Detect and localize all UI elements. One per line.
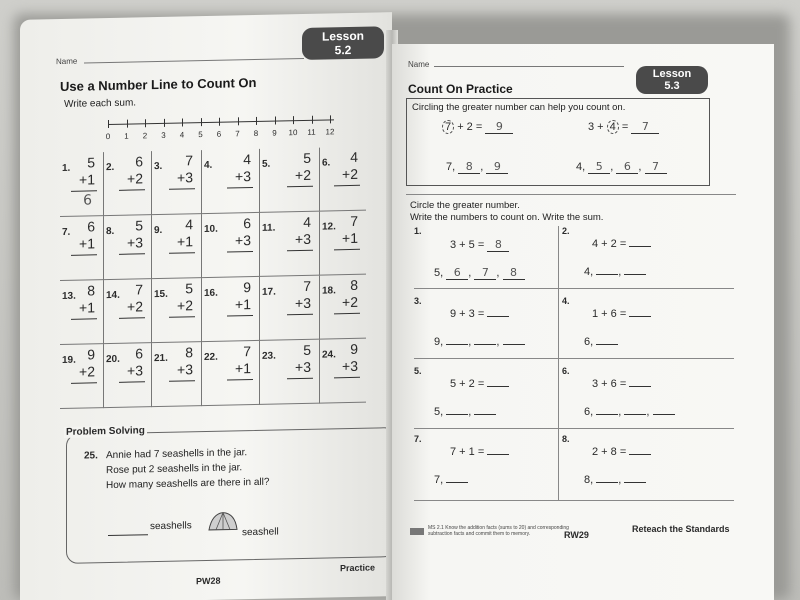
standards-key-icon bbox=[410, 528, 424, 535]
problem-cell bbox=[202, 341, 260, 406]
sequence-start: 7, bbox=[446, 161, 456, 173]
addend-bottom: +3 bbox=[295, 230, 311, 248]
sum-bar bbox=[334, 377, 360, 379]
problem-number: 15. bbox=[154, 288, 168, 301]
sum-bar bbox=[119, 253, 145, 255]
lesson-badge: Lesson 5.2 bbox=[302, 26, 384, 60]
addend-top: 4 bbox=[185, 216, 193, 233]
problem-25-number: 25. bbox=[84, 450, 98, 462]
problem-number: 2. bbox=[106, 161, 115, 174]
problem-number: 19. bbox=[62, 354, 76, 367]
footer-label: Reteach the Standards bbox=[632, 524, 730, 534]
practice-item bbox=[414, 366, 564, 426]
example-1-rest: + 2 = bbox=[457, 121, 483, 133]
number-line-label: 5 bbox=[198, 130, 203, 140]
sum-bar bbox=[169, 252, 195, 254]
number-line-tick bbox=[219, 118, 220, 126]
answer-unit: seashells bbox=[150, 520, 192, 533]
circled-number: 7 bbox=[442, 120, 454, 134]
number-line-tick bbox=[201, 118, 202, 126]
item-equation bbox=[592, 378, 651, 390]
problem-number: 8. bbox=[106, 225, 115, 238]
number-line bbox=[105, 109, 338, 144]
addend-bottom: +1 bbox=[235, 296, 251, 313]
sum-blank[interactable] bbox=[487, 454, 509, 455]
sequence-blank[interactable] bbox=[624, 482, 646, 483]
addend-bottom: +2 bbox=[295, 166, 311, 184]
sum-blank[interactable] bbox=[487, 316, 509, 317]
row-divider bbox=[414, 358, 734, 359]
sum-bar bbox=[71, 318, 97, 320]
practice-item bbox=[414, 296, 564, 356]
problem-number: 24. bbox=[322, 349, 336, 361]
addend-top: 7 bbox=[350, 212, 358, 229]
sequence-blank[interactable]: 6 bbox=[616, 160, 638, 174]
problem-number: 21. bbox=[154, 352, 168, 365]
addend-bottom: +3 bbox=[295, 294, 311, 312]
equation-text: 1 + 6 = bbox=[592, 308, 627, 320]
practice-item bbox=[562, 226, 712, 286]
addend-top: 4 bbox=[243, 151, 251, 168]
problem-25-line2: Rose put 2 seashells in the jar. bbox=[106, 462, 243, 477]
item-number: 2. bbox=[562, 226, 570, 236]
addend-top: 9 bbox=[87, 346, 95, 363]
row-divider bbox=[414, 288, 734, 289]
sequence-blank[interactable] bbox=[446, 482, 468, 483]
sum-bar bbox=[227, 187, 253, 189]
problem-number: 11. bbox=[262, 222, 276, 234]
number-line-tick bbox=[164, 119, 165, 127]
problem-cell bbox=[202, 149, 260, 214]
equation-text: 3 + 5 = bbox=[450, 239, 485, 251]
item-equation bbox=[592, 238, 651, 250]
name-line bbox=[84, 50, 304, 64]
problem-cell bbox=[260, 148, 320, 213]
number-line-label: 1 bbox=[124, 131, 129, 141]
problem-25-line1: Annie had 7 seashells in the jar. bbox=[106, 447, 248, 462]
addend-top: 9 bbox=[243, 279, 251, 296]
problem-cell bbox=[104, 279, 152, 344]
item-sequence: 8, , bbox=[584, 474, 646, 486]
item-sequence bbox=[584, 336, 618, 348]
problem-number: 4. bbox=[204, 159, 213, 172]
number-line-axis bbox=[108, 119, 334, 125]
addend-bottom: +3 bbox=[342, 357, 358, 375]
problem-number: 23. bbox=[262, 350, 276, 362]
column-divider bbox=[558, 226, 559, 500]
item-equation bbox=[450, 308, 509, 320]
sum-bar bbox=[119, 317, 145, 319]
example-2-answer[interactable]: 7 bbox=[631, 120, 659, 134]
sequence-start: 7, bbox=[434, 474, 444, 486]
addend-top: 7 bbox=[243, 343, 251, 360]
problem-cell bbox=[104, 151, 152, 216]
left-page bbox=[20, 12, 392, 600]
item-sequence: 5, , bbox=[434, 406, 496, 418]
problem-solving-title: Problem Solving bbox=[66, 425, 145, 438]
problem-number: 20. bbox=[106, 353, 120, 366]
addend-bottom: +3 bbox=[235, 232, 251, 249]
sequence-blank[interactable]: 7 bbox=[645, 160, 667, 174]
addend-bottom: +1 bbox=[79, 235, 95, 252]
item-number: 3. bbox=[414, 296, 422, 306]
sequence-blank[interactable]: 9 bbox=[486, 160, 508, 174]
number-line-tick bbox=[275, 117, 276, 125]
name-label: Name bbox=[56, 56, 78, 67]
number-line-label: 6 bbox=[216, 129, 222, 139]
addend-top: 5 bbox=[303, 341, 311, 358]
sequence-start: 5, bbox=[434, 406, 444, 418]
seashell-icon bbox=[206, 509, 240, 534]
sequence-blank[interactable] bbox=[503, 344, 525, 345]
lesson-badge: Lesson 5.3 bbox=[636, 66, 708, 94]
sum-bar bbox=[334, 313, 360, 315]
problem-25-line3: How many seashells are there in all? bbox=[106, 476, 270, 492]
problem-cell bbox=[202, 213, 260, 278]
item-number: 6. bbox=[562, 366, 570, 376]
item-sequence: 5, 6 , 7 , 8 bbox=[434, 266, 525, 280]
right-page bbox=[392, 44, 774, 600]
item-number: 4. bbox=[562, 296, 570, 306]
page-title: Use a Number Line to Count On bbox=[60, 74, 257, 95]
problem-cell bbox=[152, 278, 202, 343]
answer-blank[interactable] bbox=[108, 525, 148, 536]
item-sequence: 6, , , bbox=[584, 406, 675, 418]
problem-cell bbox=[320, 147, 366, 212]
sequence-start: 8, bbox=[584, 474, 594, 486]
equation-text: 5 + 2 = bbox=[450, 378, 485, 390]
sequence-blank[interactable] bbox=[474, 414, 496, 415]
problem-number: 9. bbox=[154, 224, 163, 237]
sequence-blank[interactable] bbox=[596, 482, 618, 483]
addend-top: 6 bbox=[87, 218, 95, 235]
sequence-blank[interactable] bbox=[596, 274, 618, 275]
sequence-blank[interactable]: 8 bbox=[458, 160, 480, 174]
footer-standard: MS 2.1 Know the addition facts (sums to 20) and corresponding subtraction facts and commit them to memory. bbox=[428, 525, 569, 537]
number-line-label: 0 bbox=[105, 132, 111, 142]
footer-label: Practice bbox=[340, 562, 376, 574]
sum-blank[interactable] bbox=[629, 454, 651, 455]
example-2-sequence: 4, 5 , 6 , 7 bbox=[576, 160, 667, 174]
addend-bottom: +2 bbox=[177, 297, 193, 314]
problem-number: 17. bbox=[262, 286, 276, 298]
sum-bar bbox=[119, 381, 145, 383]
number-line-tick bbox=[145, 119, 146, 127]
sequence-blank[interactable] bbox=[446, 414, 468, 415]
addend-top: 7 bbox=[185, 152, 193, 169]
sum-answer[interactable]: 6 bbox=[83, 192, 92, 209]
addend-bottom: +3 bbox=[127, 362, 143, 379]
number-line-tick bbox=[330, 115, 331, 123]
addend-top: 5 bbox=[185, 280, 193, 297]
example-1-answer[interactable]: 9 bbox=[485, 120, 513, 134]
item-equation bbox=[592, 308, 651, 320]
problem-number: 18. bbox=[322, 285, 336, 297]
equation-text: 3 + 6 = bbox=[592, 378, 627, 390]
sequence-blank[interactable] bbox=[446, 344, 468, 345]
sequence-start: 5, bbox=[434, 267, 444, 279]
problem-number: 22. bbox=[204, 351, 218, 364]
sum-blank[interactable] bbox=[629, 246, 651, 247]
addend-top: 8 bbox=[87, 282, 95, 299]
picture-label: seashell bbox=[242, 526, 279, 539]
addend-bottom: +1 bbox=[79, 171, 95, 188]
problem-number: 7. bbox=[62, 226, 71, 239]
number-line-label: 12 bbox=[325, 127, 335, 137]
addend-top: 5 bbox=[135, 217, 143, 234]
sequence-blank[interactable] bbox=[596, 344, 618, 345]
problem-number: 14. bbox=[106, 289, 120, 302]
problem-number: 16. bbox=[204, 287, 218, 300]
name-label: Name bbox=[408, 60, 430, 69]
number-line-tick bbox=[182, 118, 183, 126]
sum-bar bbox=[227, 315, 253, 317]
footer-code: RW29 bbox=[564, 530, 589, 540]
addend-bottom: +3 bbox=[295, 358, 311, 376]
problem-number: 3. bbox=[154, 160, 163, 173]
divider bbox=[406, 194, 736, 195]
sum-bar bbox=[71, 254, 97, 256]
number-line-tick bbox=[127, 120, 128, 128]
example-2-equation bbox=[588, 120, 659, 134]
sequence-blank[interactable] bbox=[474, 344, 496, 345]
sum-bar bbox=[287, 250, 313, 252]
equation-text: 7 + 1 = bbox=[450, 446, 485, 458]
problem-cell bbox=[320, 339, 366, 404]
sequence-start: 4, bbox=[576, 161, 586, 173]
addend-bottom: +2 bbox=[79, 363, 95, 380]
number-line-tick bbox=[293, 116, 294, 124]
sum-bar bbox=[287, 186, 313, 188]
addend-top: 8 bbox=[185, 344, 193, 361]
practice-item bbox=[562, 366, 712, 426]
page-title: Count On Practice bbox=[408, 82, 513, 96]
addend-bottom: +3 bbox=[235, 168, 251, 185]
row-divider bbox=[414, 428, 734, 429]
number-line-label: 2 bbox=[142, 131, 148, 141]
sum-bar bbox=[169, 316, 195, 318]
addend-top: 7 bbox=[135, 281, 143, 298]
addend-bottom: +1 bbox=[342, 229, 358, 247]
sum-bar bbox=[227, 379, 253, 381]
number-line-label: 9 bbox=[272, 128, 277, 138]
circled-number: 4 bbox=[607, 120, 619, 134]
practice-item bbox=[562, 296, 712, 356]
item-number: 1. bbox=[414, 226, 422, 236]
instruction-1: Circle the greater number. bbox=[410, 200, 520, 211]
example-1-sequence: 7, 8 , 9 bbox=[446, 160, 508, 174]
footer-code: PW28 bbox=[196, 575, 221, 587]
problem-cell bbox=[60, 344, 104, 409]
number-line-label: 8 bbox=[253, 128, 259, 138]
row-divider bbox=[414, 500, 734, 501]
problem-number: 6. bbox=[322, 157, 331, 169]
sequence-start: 4, bbox=[584, 266, 594, 278]
instruction: Write each sum. bbox=[64, 97, 137, 110]
problem-number: 12. bbox=[322, 221, 336, 233]
sum-bar bbox=[227, 251, 253, 253]
addend-bottom: +1 bbox=[235, 360, 251, 377]
practice-item bbox=[414, 226, 564, 286]
sum-bar bbox=[71, 382, 97, 384]
equation-text: 2 + 8 = bbox=[592, 446, 627, 458]
addend-bottom: +2 bbox=[342, 165, 358, 183]
problem-grid bbox=[60, 146, 392, 413]
problem-number: 13. bbox=[62, 290, 76, 303]
addend-top: 6 bbox=[135, 345, 143, 362]
sequence-start: 6, bbox=[584, 406, 594, 418]
item-equation bbox=[450, 446, 509, 458]
sum-bar bbox=[169, 188, 195, 190]
problem-cell bbox=[60, 216, 104, 281]
problem-cell bbox=[260, 212, 320, 277]
number-line-label: 3 bbox=[161, 130, 166, 140]
sum-blank[interactable] bbox=[629, 316, 651, 317]
sequence-blank[interactable] bbox=[596, 414, 618, 415]
addend-bottom: +1 bbox=[177, 233, 193, 250]
equation-text: 9 + 3 = bbox=[450, 308, 485, 320]
sum-blank[interactable]: 8 bbox=[487, 238, 509, 252]
number-line-label: 4 bbox=[179, 130, 185, 140]
addend-bottom: +2 bbox=[127, 298, 143, 315]
item-sequence: 4, , bbox=[584, 266, 646, 278]
item-number: 7. bbox=[414, 434, 422, 444]
addend-bottom: +1 bbox=[79, 299, 95, 316]
problem-number: 10. bbox=[204, 223, 218, 236]
problem-cell bbox=[104, 215, 152, 280]
example-hint: Circling the greater number can help you count on. bbox=[412, 102, 626, 113]
sequence-start: 6, bbox=[584, 336, 594, 348]
number-line-tick bbox=[312, 116, 313, 124]
problem-cell bbox=[260, 340, 320, 405]
number-line-label: 10 bbox=[288, 128, 298, 138]
number-line-tick bbox=[256, 117, 257, 125]
addend-bottom: +3 bbox=[127, 234, 143, 251]
sum-bar bbox=[119, 189, 145, 191]
addend-top: 7 bbox=[303, 277, 311, 294]
addend-top: 5 bbox=[87, 154, 95, 171]
example-1-equation bbox=[442, 120, 513, 134]
sum-bar bbox=[287, 314, 313, 316]
problem-cell bbox=[152, 150, 202, 215]
sequence-blank[interactable]: 7 bbox=[474, 266, 496, 280]
addend-top: 8 bbox=[350, 276, 358, 293]
number-line-tick bbox=[108, 120, 109, 128]
addend-bottom: +3 bbox=[177, 361, 193, 378]
item-equation bbox=[450, 378, 509, 390]
addend-bottom: +2 bbox=[127, 170, 143, 187]
problem-cell bbox=[202, 277, 260, 342]
sequence-blank[interactable]: 8 bbox=[503, 266, 525, 280]
number-line-label: 11 bbox=[307, 127, 316, 137]
number-line-label: 7 bbox=[235, 129, 240, 139]
sequence-blank[interactable]: 5 bbox=[588, 160, 610, 174]
example-2-left: 3 + bbox=[588, 121, 604, 133]
problem-cell bbox=[320, 211, 366, 276]
number-line-tick bbox=[238, 117, 239, 125]
problem-cell bbox=[104, 343, 152, 408]
example-2-rest: = bbox=[621, 121, 629, 133]
addend-top: 6 bbox=[135, 153, 143, 170]
sequence-blank[interactable] bbox=[624, 414, 646, 415]
sum-blank[interactable] bbox=[629, 386, 651, 387]
sum-bar bbox=[287, 378, 313, 380]
addend-top: 4 bbox=[303, 213, 311, 230]
item-equation bbox=[592, 446, 651, 458]
problem-cell bbox=[152, 342, 202, 407]
name-line bbox=[434, 58, 624, 67]
sequence-blank[interactable]: 6 bbox=[446, 266, 468, 280]
sum-bar bbox=[334, 185, 360, 187]
practice-item bbox=[414, 434, 564, 494]
problem-cell bbox=[60, 280, 104, 345]
sequence-start: 9, bbox=[434, 336, 444, 348]
item-sequence: 9, , , bbox=[434, 336, 525, 348]
addend-top: 9 bbox=[350, 340, 358, 357]
problem-number: 5. bbox=[262, 158, 271, 170]
problem-cell bbox=[60, 152, 104, 217]
addend-top: 6 bbox=[243, 215, 251, 232]
problem-cell bbox=[320, 275, 366, 340]
sum-bar bbox=[169, 380, 195, 382]
instruction-2: Write the numbers to count on. Write the sum. bbox=[410, 212, 604, 223]
equation-text: 4 + 2 = bbox=[592, 238, 627, 250]
problem-cell bbox=[152, 214, 202, 279]
item-number: 5. bbox=[414, 366, 422, 376]
addend-bottom: +3 bbox=[177, 169, 193, 186]
problem-number: 1. bbox=[62, 162, 71, 175]
sum-blank[interactable] bbox=[487, 386, 509, 387]
addend-bottom: +2 bbox=[342, 293, 358, 311]
problem-cell bbox=[260, 276, 320, 341]
addend-top: 5 bbox=[303, 149, 311, 166]
item-sequence bbox=[434, 474, 468, 486]
item-equation bbox=[450, 238, 509, 252]
sum-bar bbox=[334, 249, 360, 251]
sequence-blank[interactable] bbox=[624, 274, 646, 275]
practice-item bbox=[562, 434, 712, 494]
item-number: 8. bbox=[562, 434, 570, 444]
sequence-blank[interactable] bbox=[653, 414, 675, 415]
addend-top: 4 bbox=[350, 148, 358, 165]
